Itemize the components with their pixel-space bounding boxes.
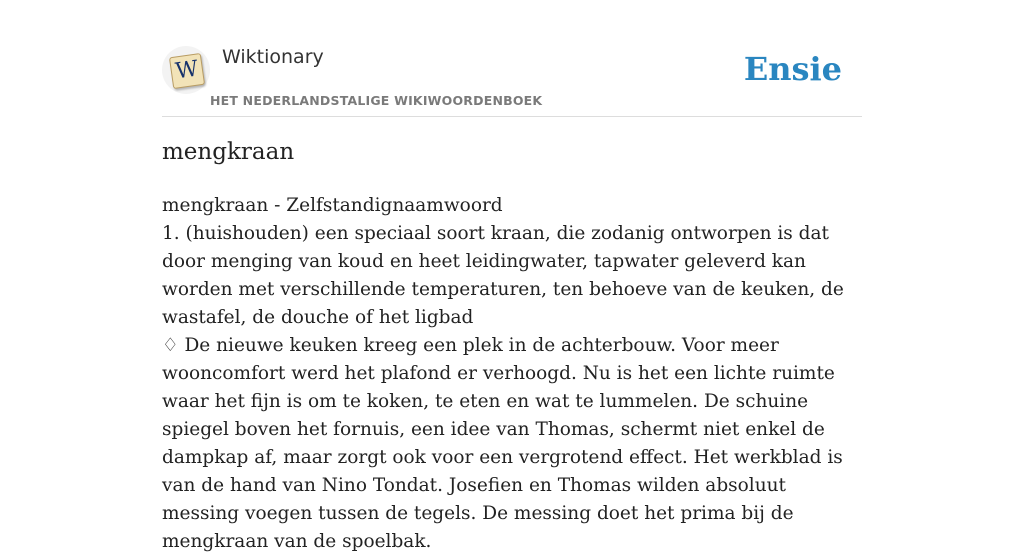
entry-example: ♢ De nieuwe keuken kreeg een plek in de achterbouw. Voor meer wooncomfort werd het plafond er verhoogd. Nu is het een lichte ruimte waar het fijn is om te koken, te eten en wat te lummelen. De schuine spiegel boven het fornuis, een idee van Thomas, schermt niet enkel de dampkap af, maar zorgt ook voor een vergrotend effect. Het werkblad is van de hand van Nino Tondat. Josefien en Thomas wilden absoluut messing voegen tussen de tegels. De messing doet het prima bij de mengkraan van de spoelbak. — [162, 335, 843, 552]
wiktionary-logo[interactable] — [162, 46, 210, 94]
site-name[interactable]: Wiktionary — [222, 46, 324, 68]
ensie-brand-logo[interactable]: Ensie — [743, 50, 842, 88]
logo-letter: W — [173, 56, 200, 85]
site-header — [162, 44, 862, 117]
page-title: mengkraan — [162, 139, 295, 165]
wiktionary-logo-tile — [169, 53, 205, 89]
site-subtitle: HET NEDERLANDSTALIGE WIKIWOORDENBOEK — [210, 93, 543, 108]
entry-content — [162, 192, 862, 556]
entry-heading: mengkraan - Zelfstandignaamwoord — [162, 195, 503, 216]
entry-definition: 1. (huishouden) een speciaal soort kraan, die zodanig ontworpen is dat door menging van koud en heet leidingwater, tapwater geleverd kan worden met verschillende temperaturen, ten behoeve van de keuken, de wastafel, de douche of het ligbad — [162, 223, 844, 328]
